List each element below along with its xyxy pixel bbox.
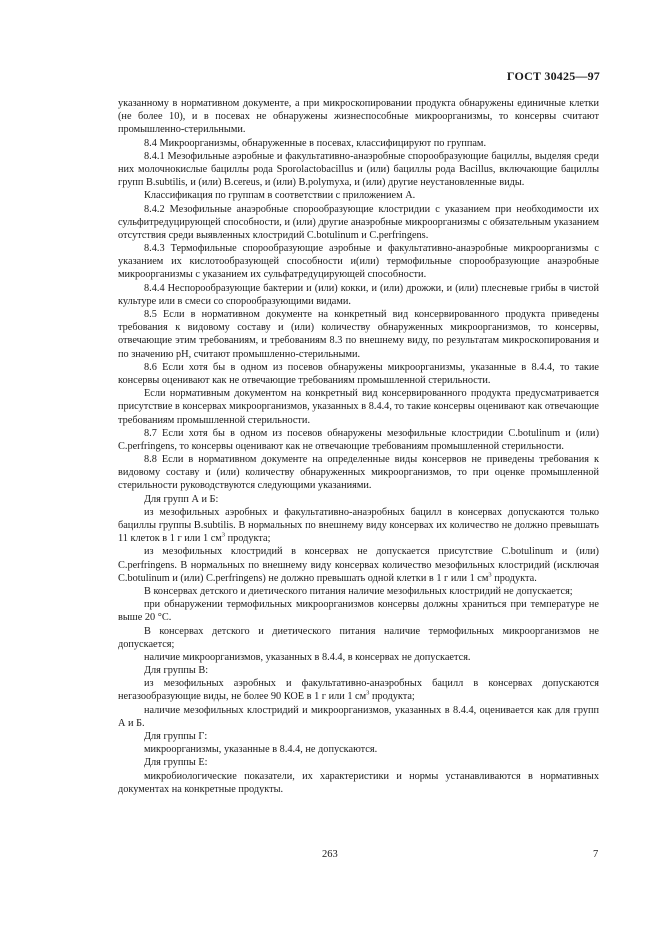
paragraph: микробиологические показатели, их характеристики и нормы устанавливаются в нормативных документах на конкретные продукты.	[118, 770, 599, 795]
paragraph: наличие мезофильных клостридий и микроорганизмов, указанных в 8.4.4, оценивается как для групп А и Б.	[118, 704, 599, 729]
paragraph: Для группы В:	[144, 665, 209, 677]
page-number-right: 7	[593, 849, 599, 860]
paragraph: 8.4 Микроорганизмы, обнаруженные в посевах, классифицируют по группам.	[144, 137, 487, 149]
paragraph: из мезофильных клостридий в консервах не допускается присутствие C.botulinum и (или) C.perfringens. В нормальных по внешнему виду консервах количество мезофильных клостридий (исключая C.botulinum и (или) C.perfringens) не должно превышать одной клетки в 1 г или 1 $см^3$ продукта.	[118, 546, 599, 584]
paragraph: микроорганизмы, указанные в 8.4.4, не допускаются.	[144, 744, 378, 756]
superscript: 3	[221, 531, 226, 539]
paragraph: Если нормативным документом на конкретный вид консервированного продукта предусматривается присутствие в консервах микроорганизмов, указанных в 8.4.4, то такие консервы оценивают как отвечающие требованиям промышленной стерильности.	[118, 388, 599, 426]
document-body	[118, 97, 599, 796]
document-code-header: ГОСТ 30425—97	[506, 69, 600, 83]
paragraph: Классификация по группам в соответствии с приложением А.	[144, 190, 416, 202]
paragraph: 8.8 Если в нормативном документе на определенные виды консервов не приведены требования к видовому составу и (или) количеству обнаруженных микроорганизмов, то при оценке промышленной стерильности руководствуются следующими указаниями.	[118, 454, 599, 492]
paragraph: 8.4.2 Мезофильные анаэробные спорообразующие клостридии с указанием при необходимости их сульфитредуцирующей способности, и (или) другие анаэробные микроорганизмы с обязательным указанием отсутствия среди выявленных клостридий C.botulinum и C.perfringens.	[118, 203, 599, 241]
paragraph: 8.6 Если хотя бы в одном из посевов обнаружены микроорганизмы, указанные в 8.4.4, то такие консервы оценивают как не отвечающие требованиям промышленной стерильности.	[118, 361, 599, 386]
paragraph: из мезофильных аэробных и факультативно-анаэробных бацилл в консервах допускаются негазообразующие виды, не более 90 КОЕ в 1 г или 1 $см^3$ продукта;	[118, 678, 599, 703]
superscript: 3	[488, 571, 492, 579]
paragraph: В консервах детского и диетического питания наличие термофильных микроорганизмов не допускается;	[118, 625, 599, 650]
paragraph: наличие микроорганизмов, указанных в 8.4.4, в консервах не допускается.	[144, 651, 471, 663]
paragraph: 8.4.3 Термофильные спорообразующие аэробные и факультативно-анаэробные микроорганизмы с указанием их кислотообразующей способности и(или) термофильные спорообразующие анаэробные микроорганизмы с указанием их сульфатредуцирующей способности.	[118, 243, 599, 281]
paragraph: 8.5 Если в нормативном документе на конкретный вид консервированного продукта приведены требования к видовому составу и (или) количеству обнаруженных микроорганизмов, то консервы, отвечающие этим требованиям, и требованиям 8.3 по внешнему виду, по результатам микроскопирования и по значению pH, считают промышленно-стерильными.	[118, 309, 599, 360]
paragraph: Для группы Е:	[144, 757, 208, 769]
paragraph: при обнаружении термофильных микроорганизмов консервы должны храниться при температуре не выше 20 °С.	[118, 599, 599, 624]
paragraph: 8.7 Если хотя бы в одном из посевов обнаружены мезофильные клостридии C.botulinum и (или) C.perfringens, то консервы оценивают как не отвечающие требованиям промышленной стерильности.	[118, 427, 599, 452]
paragraph: В консервах детского и диетического питания наличие мезофильных клостридий не допускается;	[144, 585, 573, 597]
paragraph: указанному в нормативном документе, а при микроскопировании продукта обнаружены единичные клетки (не более 10), и в посевах не обнаружены жизнеспособные микроорганизмы, то консервы считают промышленно-стерильными.	[118, 98, 599, 136]
page-number-center: 263	[322, 849, 338, 860]
paragraph: 8.4.4 Неспорообразующие бактерии и (или) кокки, и (или) дрожжи, и (или) плесневые грибы в чистой культуре или в смеси со спорообразующими видами.	[118, 282, 599, 307]
paragraph: Для групп А и Б:	[144, 493, 219, 505]
superscript: 3	[366, 690, 370, 698]
paragraph: 8.4.1 Мезофильные аэробные и факультативно-анаэробные спорообразующие бациллы, выделяя среди них молочнокислые бациллы рода Sporolactobacillus и (или) бациллы рода Bacillus, включающие бациллы групп B.subtilis, и (или) B.cereus, и (или) B.polymyxa, и (или) другие неустановленные виды.	[118, 150, 599, 189]
paragraph: Для группы Г:	[144, 731, 208, 742]
paragraph: из мезофильных аэробных и факультативно-анаэробных бацилл в консервах допускаются только бациллы группы B.subtilis. В нормальных по внешнему виду консервах их количество не должно превышать 11 клеток в 1 г или 1 $см^3$ продукта;	[118, 506, 599, 545]
